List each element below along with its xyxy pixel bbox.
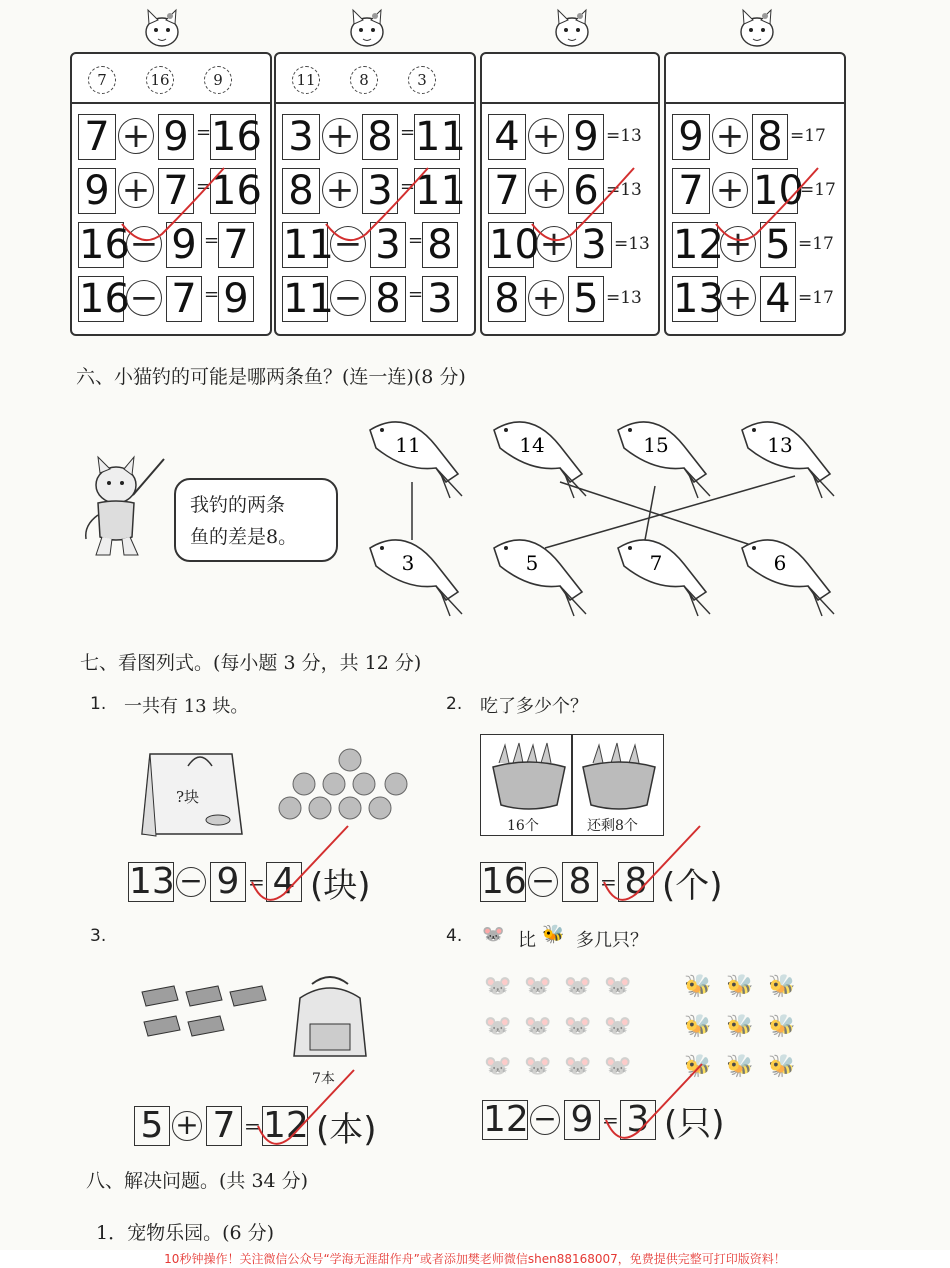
answer-box[interactable]: 5	[134, 1106, 170, 1146]
answer-box[interactable]: 13	[673, 276, 724, 322]
unit-label: (个)	[662, 866, 723, 906]
answer-box[interactable]: 5	[760, 222, 796, 268]
q2-number: 2.	[446, 694, 463, 714]
header-number-badge: 16	[146, 66, 174, 94]
basket-icon	[489, 741, 569, 811]
bee-icon: 🐝	[768, 1054, 796, 1079]
equals-sign: =	[204, 284, 220, 305]
answer-box[interactable]: 3	[282, 114, 320, 160]
equals-sign: =	[204, 230, 220, 251]
answer-box[interactable]: 12	[263, 1105, 309, 1146]
bee-icon: 🐝	[684, 1014, 712, 1039]
equals-sign: =	[400, 176, 416, 197]
operator-circle[interactable]: +	[172, 1111, 202, 1141]
unit-label: (只)	[664, 1104, 725, 1144]
fish-icon	[614, 530, 714, 620]
fish-number: 7	[649, 551, 663, 575]
answer-box[interactable]: 10	[489, 222, 540, 268]
mouse-icon: 🐭	[482, 924, 505, 945]
basket2-label: 还剩8个	[587, 818, 638, 834]
operator-circle[interactable]: +	[528, 280, 564, 316]
operator-circle[interactable]: −	[176, 867, 206, 897]
section8-q1: 1．宠物乐园。(6 分)	[96, 1222, 275, 1244]
answer-box[interactable]: 8	[618, 862, 654, 902]
q1-text: 一共有 13 块。	[124, 696, 249, 717]
mouse-icon: 🐭	[524, 1014, 552, 1039]
operator-circle[interactable]: −	[330, 226, 366, 262]
answer-box[interactable]: 7	[78, 114, 116, 160]
answer-box[interactable]: 10	[753, 168, 804, 214]
answer-box[interactable]: 12	[673, 222, 724, 268]
section8-title: 八、解决问题。(共 34 分)	[86, 1170, 309, 1192]
mouse-icon: 🐭	[604, 1014, 632, 1039]
answer-box[interactable]: 3	[576, 222, 612, 268]
sum-result: =17	[800, 180, 836, 200]
operator-circle[interactable]: +	[528, 118, 564, 154]
answer-box[interactable]: 9	[672, 114, 710, 160]
answer-box[interactable]: 7	[166, 276, 202, 322]
operator-circle[interactable]: +	[118, 172, 154, 208]
answer-box[interactable]: 8	[282, 168, 320, 214]
unit-label: (块)	[310, 866, 371, 906]
sum-result: =13	[606, 126, 642, 146]
fish-number: 11	[395, 433, 421, 457]
operator-circle[interactable]: +	[322, 118, 358, 154]
equals-sign: =	[408, 230, 424, 251]
answer-box[interactable]: 8	[562, 862, 598, 902]
answer-box[interactable]: 9	[210, 862, 246, 902]
answer-box[interactable]: 8	[422, 222, 458, 268]
q4-text-mid: 比	[518, 930, 536, 951]
fish-number: 6	[773, 551, 787, 575]
answer-box[interactable]: 7	[218, 222, 254, 268]
answer-box[interactable]: 16	[211, 168, 262, 214]
fish-icon	[366, 412, 466, 502]
bag-label-q1: ?块	[176, 788, 200, 806]
header-number-badge: 3	[408, 66, 436, 94]
mouse-icon: 🐭	[564, 1014, 592, 1039]
equals-sign: =	[602, 1108, 619, 1132]
fish-icon	[490, 412, 590, 502]
answer-box[interactable]: 3	[422, 276, 458, 322]
equals-sign: =	[600, 870, 617, 894]
answer-box[interactable]: 4	[266, 862, 302, 902]
answer-box[interactable]: 7	[672, 168, 710, 214]
bee-icon: 🐝	[768, 974, 796, 999]
q3-number: 3.	[90, 926, 107, 946]
fish-icon	[614, 412, 714, 502]
equals-sign: =	[400, 122, 416, 143]
operator-circle[interactable]: +	[528, 172, 564, 208]
operator-circle[interactable]: +	[712, 172, 748, 208]
answer-box[interactable]: 11	[415, 168, 466, 214]
answer-box[interactable]: 7	[206, 1106, 242, 1146]
answer-box[interactable]: 9	[166, 222, 202, 268]
bee-icon: 🐝	[726, 1014, 754, 1039]
sum-result: =13	[606, 180, 642, 200]
operator-circle[interactable]: −	[330, 280, 366, 316]
operator-circle[interactable]: −	[126, 226, 162, 262]
books-illustration	[130, 982, 275, 1052]
bee-icon: 🐝	[684, 1054, 712, 1079]
answer-box[interactable]: 6	[568, 168, 604, 214]
answer-box[interactable]: 8	[488, 276, 526, 322]
mouse-icon: 🐭	[484, 1054, 512, 1079]
answer-box[interactable]: 4	[760, 276, 796, 322]
answer-box[interactable]: 7	[488, 168, 526, 214]
answer-box[interactable]: 13	[129, 861, 175, 902]
sum-result: =17	[790, 126, 826, 146]
unit-label: (本)	[316, 1110, 377, 1150]
equals-sign: =	[244, 1114, 261, 1138]
q1-number: 1.	[90, 694, 107, 714]
q4-number: 4.	[446, 926, 463, 946]
q4-text-end: 多几只？	[576, 930, 648, 951]
answer-box[interactable]: 8	[362, 114, 398, 160]
answer-box[interactable]: 16	[481, 861, 527, 902]
sum-result: =13	[606, 288, 642, 308]
mouse-icon: 🐭	[524, 1054, 552, 1079]
mouse-icon: 🐭	[564, 974, 592, 999]
fish-icon	[490, 530, 590, 620]
mouse-icon: 🐭	[524, 974, 552, 999]
answer-box[interactable]: 9	[78, 168, 116, 214]
fish-icon	[738, 412, 838, 502]
answer-box[interactable]: 8	[752, 114, 788, 160]
speech-line-2: 鱼的差是8。	[190, 526, 298, 548]
cookies-illustration	[266, 748, 411, 828]
section7-title: 七、看图列式。(每小题 3 分，共 12 分)	[80, 652, 422, 674]
fish-number: 15	[643, 433, 669, 457]
fish-icon	[738, 530, 838, 620]
bee-icon: 🐝	[726, 1054, 754, 1079]
bee-icon: 🐝	[542, 924, 565, 945]
q2-text: 吃了多少个？	[480, 696, 588, 717]
answer-box[interactable]: 9	[568, 114, 604, 160]
mouse-icon: 🐭	[604, 974, 632, 999]
bee-icon: 🐝	[726, 974, 754, 999]
answer-box[interactable]: 16	[79, 222, 130, 268]
mouse-icon: 🐭	[484, 974, 512, 999]
basket-icon	[579, 741, 659, 811]
sum-result: =17	[798, 288, 834, 308]
answer-box[interactable]: 5	[568, 276, 604, 322]
equals-sign: =	[408, 284, 424, 305]
sum-result: =17	[798, 234, 834, 254]
answer-box[interactable]: 16	[79, 276, 130, 322]
fish-number: 14	[519, 433, 545, 457]
operator-circle[interactable]: +	[536, 226, 572, 262]
operator-circle[interactable]: +	[720, 280, 756, 316]
equals-sign: =	[196, 122, 212, 143]
speech-line-1: 我钓的两条	[190, 494, 286, 516]
bee-icon: 🐝	[768, 1014, 796, 1039]
sum-result: =13	[614, 234, 650, 254]
operator-circle[interactable]: +	[118, 118, 154, 154]
header-number-badge: 9	[204, 66, 232, 94]
operator-circle[interactable]: −	[528, 867, 558, 897]
pears-picture	[480, 734, 664, 836]
answer-box[interactable]: 3	[370, 222, 406, 268]
mouse-icon: 🐭	[564, 1054, 592, 1079]
header-number-badge: 8	[350, 66, 378, 94]
section6-title: 六、小猫钓的可能是哪两条鱼？(连一连)(8 分)	[76, 366, 466, 388]
answer-box[interactable]: 9	[564, 1100, 600, 1140]
bee-icon: 🐝	[684, 974, 712, 999]
fish-number: 5	[525, 551, 539, 575]
mouse-icon: 🐭	[604, 1054, 632, 1079]
header-number-badge: 11	[292, 66, 320, 94]
fish-number: 13	[767, 433, 793, 457]
answer-box[interactable]: 3	[362, 168, 398, 214]
fish-number: 3	[401, 551, 415, 575]
operator-circle[interactable]: +	[322, 172, 358, 208]
footer-banner: 10秒钟操作！关注微信公众号“学海无涯甜作舟”或者添加樊老师微信shen88168007，免费提供完整可打印版资料！	[0, 1250, 950, 1268]
bag-label-q3: 7本	[312, 1071, 335, 1087]
equals-sign: =	[196, 176, 212, 197]
answer-box[interactable]: 16	[211, 114, 262, 160]
answer-box[interactable]: 7	[158, 168, 194, 214]
answer-box[interactable]: 9	[158, 114, 194, 160]
equals-sign: =	[248, 870, 265, 894]
answer-box[interactable]: 9	[218, 276, 254, 322]
answer-box[interactable]: 12	[483, 1099, 529, 1140]
operator-circle[interactable]: −	[126, 280, 162, 316]
mouse-icon: 🐭	[484, 1014, 512, 1039]
basket1-label: 16个	[507, 818, 539, 834]
answer-box[interactable]: 8	[370, 276, 406, 322]
operator-circle[interactable]: +	[712, 118, 748, 154]
backpack-icon	[282, 974, 378, 1064]
header-number-badge: 7	[88, 66, 116, 94]
operator-circle[interactable]: −	[530, 1105, 560, 1135]
answer-box[interactable]: 11	[283, 222, 334, 268]
answer-box[interactable]: 3	[620, 1100, 656, 1140]
fish-icon	[366, 530, 466, 620]
operator-circle[interactable]: +	[720, 226, 756, 262]
answer-box[interactable]: 4	[488, 114, 526, 160]
answer-box[interactable]: 11	[283, 276, 334, 322]
answer-box[interactable]: 11	[415, 114, 466, 160]
